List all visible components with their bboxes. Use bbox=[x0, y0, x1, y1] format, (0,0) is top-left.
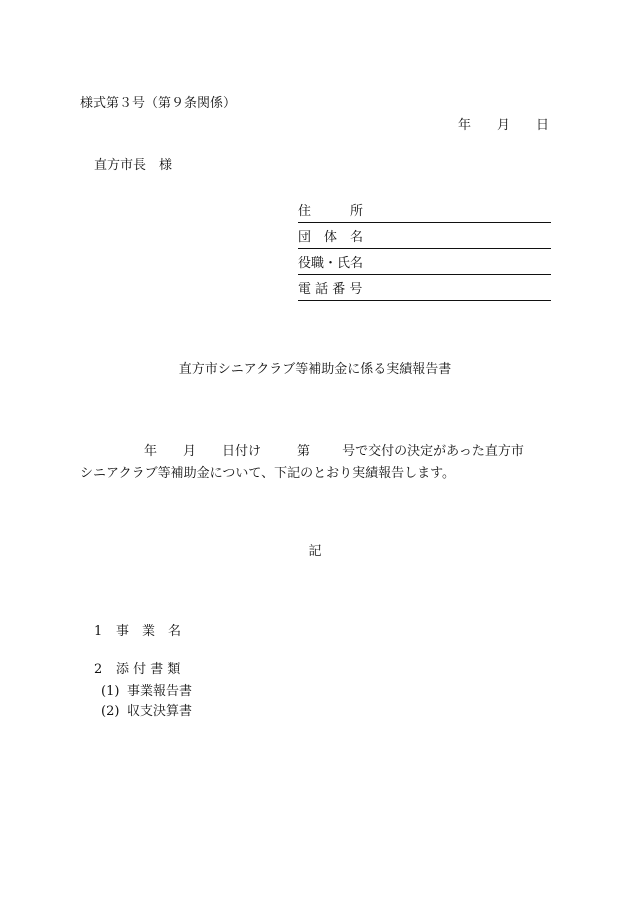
attachment-project-report bbox=[101, 684, 192, 700]
body-month: 月 bbox=[183, 444, 197, 459]
attachment-number: (1) bbox=[101, 684, 120, 699]
position-name-label: 役職・氏名 bbox=[298, 256, 364, 271]
item-number: 1 bbox=[94, 624, 103, 639]
item-number: 2 bbox=[94, 662, 103, 677]
attachment-settlement bbox=[101, 704, 192, 720]
organization-name-label: 団 体 名 bbox=[298, 230, 364, 245]
body-line-1 bbox=[144, 444, 524, 460]
attachment-number: (2) bbox=[101, 704, 120, 719]
body-year: 年 bbox=[144, 444, 158, 459]
ki-heading: 記 bbox=[308, 544, 322, 559]
address-label: 住 所 bbox=[298, 204, 364, 219]
body-rest: 号で交付の決定があった直方市 bbox=[342, 444, 524, 459]
form-number: 様式第３号（第９条関係） bbox=[80, 96, 237, 111]
recipient: 直方市長 様 bbox=[94, 158, 173, 173]
item-label: 添 付 書 類 bbox=[116, 662, 181, 677]
phone-number-field[interactable] bbox=[298, 282, 551, 301]
attachment-label: 事業報告書 bbox=[127, 684, 193, 699]
attachment-label: 収支決算書 bbox=[127, 704, 193, 719]
date-month-label: 月 bbox=[497, 118, 511, 133]
position-name-field[interactable] bbox=[298, 256, 551, 275]
body-dai: 第 bbox=[297, 444, 311, 459]
date-line bbox=[458, 118, 549, 134]
phone-number-label: 電 話 番 号 bbox=[298, 282, 363, 297]
document-title: 直方市シニアクラブ等補助金に係る実績報告書 bbox=[178, 362, 452, 377]
address-field[interactable] bbox=[298, 204, 551, 223]
organization-name-field[interactable] bbox=[298, 230, 551, 249]
date-day-label: 日 bbox=[536, 118, 550, 133]
item-attachments bbox=[94, 662, 180, 678]
item-label: 事 業 名 bbox=[116, 624, 182, 639]
body-line-2: シニアクラブ等補助金について、下記のとおり実績報告します。 bbox=[80, 466, 456, 481]
item-project-name bbox=[94, 624, 181, 640]
date-year-label: 年 bbox=[458, 118, 472, 133]
body-dated: 日付け bbox=[222, 444, 262, 459]
